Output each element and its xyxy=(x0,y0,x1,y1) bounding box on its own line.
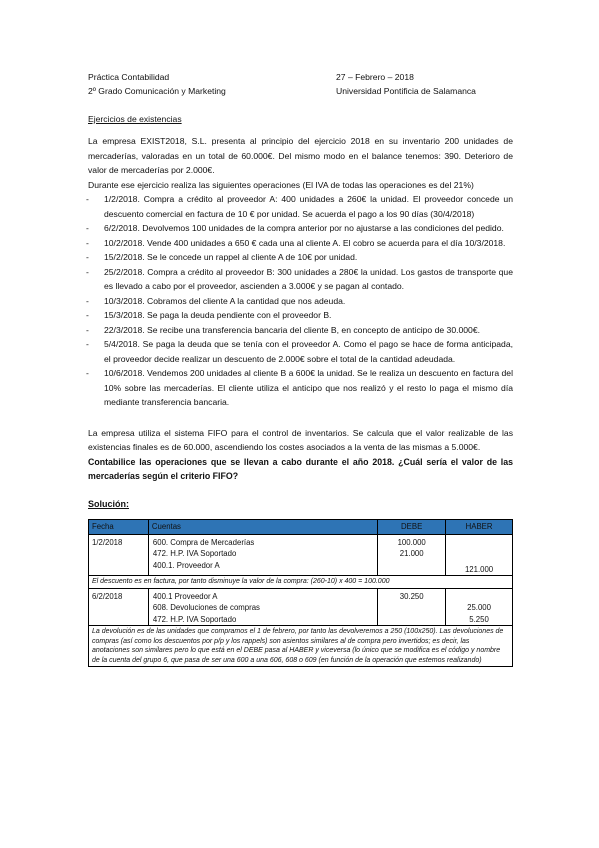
list-item: - 22/3/2018. Se recibe una transferencia bancaria del cliente B, en concepto de anticipo de 30.000€. xyxy=(88,323,513,338)
solution-title: Solución: xyxy=(88,498,129,509)
debe-cell: 100.000 xyxy=(378,534,446,548)
operations-list xyxy=(88,192,513,410)
list-item: - 1/2/2018. Compra a crédito al proveedor A: 400 unidades a 260€ la unidad. El proveedor concede un descuento comercial en factura de 10 € por unidad. Se acuerda el pago a los 90 días (30/4/2018) xyxy=(88,192,513,221)
header-cuentas: Cuentas xyxy=(148,519,377,534)
list-item: - 10/2/2018. Vende 400 unidades a 650 € cada una al cliente A. El cobro se acuerda para el día 10/3/2018. xyxy=(88,236,513,251)
intro-paragraph-2: Durante ese ejercicio realiza las siguientes operaciones (El IVA de todas las operaciones es del 21%) xyxy=(88,179,474,190)
table-note-row xyxy=(89,626,513,667)
list-item: - 15/3/2018. Se paga la deuda pendiente con el proveedor B. xyxy=(88,308,513,323)
entry-note: El descuento es en factura, por tanto disminuye la valor de la compra: (260-10) x 400 = 100.000 xyxy=(89,576,513,589)
debe-cell: 30.250 xyxy=(378,588,446,602)
account-cell: 400.1. Proveedor A xyxy=(148,560,377,576)
university-name: Universidad Pontificia de Salamanca xyxy=(336,86,476,96)
page-header xyxy=(88,70,513,100)
journal-table xyxy=(88,519,513,668)
debe-cell: 21.000 xyxy=(378,548,446,560)
table-row xyxy=(89,602,513,614)
account-cell: 472. H.P. IVA Soportado xyxy=(148,614,377,626)
document-page xyxy=(88,70,513,667)
account-cell: 472. H.P. IVA Soportado xyxy=(148,548,377,560)
haber-cell: 25.000 xyxy=(446,602,513,614)
haber-cell xyxy=(446,588,513,602)
question: Contabilice las operaciones que se llevan a cabo durante el año 2018. ¿Cuál sería el valor de las mercaderías según el criterio FIFO? xyxy=(88,456,513,481)
list-item: - 10/3/2018. Cobramos del cliente A la cantidad que nos adeuda. xyxy=(88,294,513,309)
debe-cell xyxy=(378,560,446,576)
account-cell: 608. Devoluciones de compras xyxy=(148,602,377,614)
intro-paragraph: La empresa EXIST2018, S.L. presenta al principio del ejercicio 2018 en su inventario 200 unidades de mercaderías, valoradas en un total de 60.000€. Del mismo modo en el balance tenemos: 390. Deterioro de valor de mercaderías por 2.000€. xyxy=(88,136,513,175)
table-row xyxy=(89,548,513,560)
table-row xyxy=(89,614,513,626)
debe-cell xyxy=(378,614,446,626)
header-debe: DEBE xyxy=(378,519,446,534)
course-title: Práctica Contabilidad xyxy=(88,72,170,82)
header-haber: HABER xyxy=(446,519,513,534)
account-cell: 600. Compra de Mercaderías xyxy=(148,534,377,548)
table-row xyxy=(89,588,513,602)
section-title: Ejercicios de existencias xyxy=(88,114,182,124)
table-row xyxy=(89,534,513,548)
entry-date: 1/2/2018 xyxy=(89,534,149,548)
haber-cell: 5.250 xyxy=(446,614,513,626)
list-item: - 15/2/2018. Se le concede un rappel al cliente A de 10€ por unidad. xyxy=(88,250,513,265)
list-item: - 25/2/2018. Compra a crédito al proveedor B: 300 unidades a 280€ la unidad. Los gastos de transporte que es llevado a cabo por el proveedor, ascienden a 3.000€ y se pagan al contado. xyxy=(88,265,513,294)
haber-cell xyxy=(446,548,513,560)
degree-name: 2º Grado Comunicación y Marketing xyxy=(88,86,226,96)
haber-cell: 121.000 xyxy=(446,560,513,576)
closing-paragraph: La empresa utiliza el sistema FIFO para el control de inventarios. Se calcula que el valor realizable de las existencias finales es de 60.000, ascendiendo los costes asociados a la venta de las mismas a 5.000€. xyxy=(88,427,513,452)
debe-cell xyxy=(378,602,446,614)
account-cell: 400.1 Proveedor A xyxy=(148,588,377,602)
table-header-row xyxy=(89,519,513,534)
table-note-row xyxy=(89,576,513,589)
haber-cell xyxy=(446,534,513,548)
date: 27 – Febrero – 2018 xyxy=(336,72,414,82)
list-item: - 6/2/2018. Devolvemos 100 unidades de la compra anterior por no ajustarse a las condiciones del pedido. xyxy=(88,221,513,236)
entry-date: 6/2/2018 xyxy=(89,588,149,602)
list-item: - 5/4/2018. Se paga la deuda que se tenía con el proveedor A. Como el pago se hace de forma anticipada, el proveedor decide realizar un descuento de 2.000€ sobre el total de la cantidad adeudada. xyxy=(88,337,513,366)
list-item: - 10/6/2018. Vendemos 200 unidades al cliente B a 600€ la unidad. Se le realiza un descuento en factura del 10% sobre las mercaderías. El cliente utiliza el anticipo que nos realizó y el resto lo paga el mismo día mediante transferencia bancaria. xyxy=(88,366,513,410)
table-row xyxy=(89,560,513,576)
header-fecha: Fecha xyxy=(89,519,149,534)
entry-note: La devolución es de las unidades que compramos el 1 de febrero, por tanto las devolveremos a 250 (100x250). Las devoluciones de compras (así como los descuentos por p/p y los rappels) son asientos similares al de compra pero invertidos; es decir, las anotaciones son similares pero lo que está en el DEBE pasa al HABER y viceversa (lo único que se modifica es el código y nombre de la cuenta del grupo 6, que pasa de ser una 600 a una 606, 608 o 609 (en función de la operación que estemos realizando) xyxy=(89,626,513,667)
